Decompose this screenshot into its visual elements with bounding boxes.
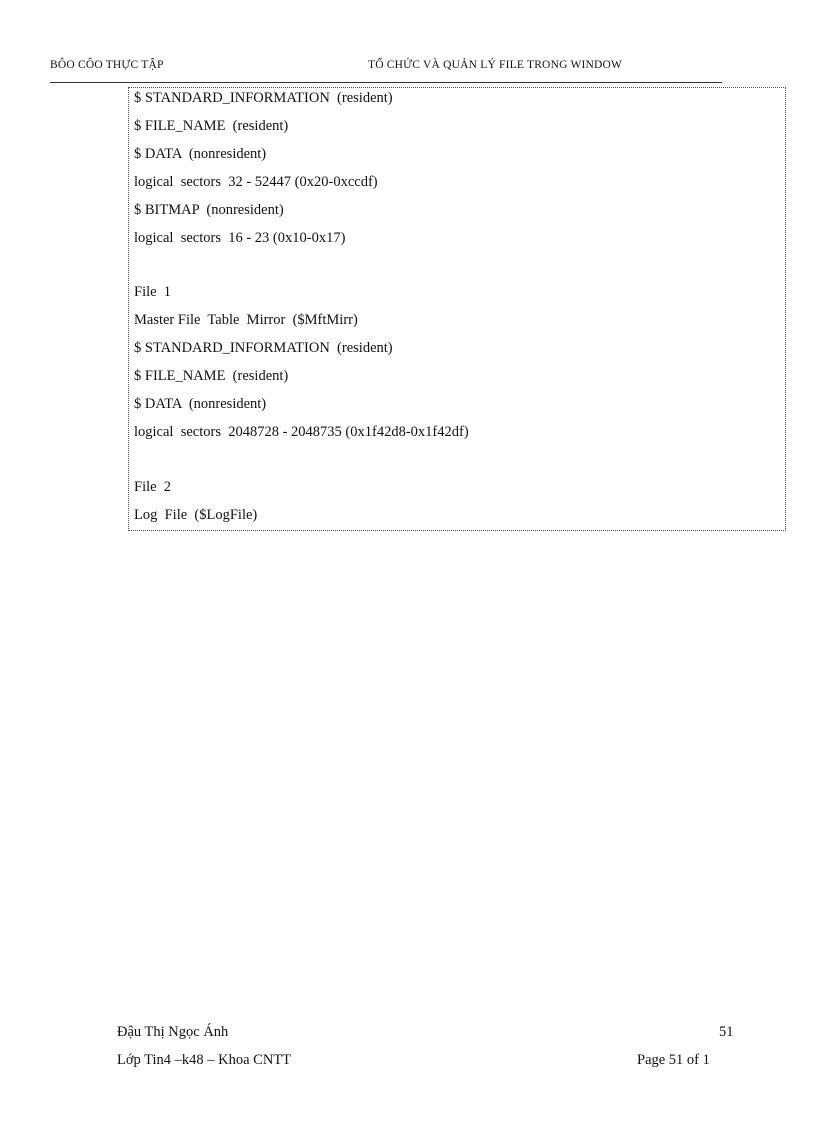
header-document-title: TỔ CHỨC VÀ QUẢN LÝ FILE TRONG WINDOW	[368, 59, 623, 71]
content-line: File 2	[134, 479, 172, 495]
content-line: logical sectors 16 - 23 (0x10-0x17)	[134, 230, 346, 246]
footer-author: Đậu Thị Ngọc Ánh	[117, 1024, 229, 1040]
content-line: File 1	[134, 284, 172, 300]
footer-class: Lớp Tin4 –k48 – Khoa CNTT	[117, 1052, 292, 1068]
content-line: Log File ($LogFile)	[134, 507, 258, 523]
content-line: $ STANDARD_INFORMATION (resident)	[134, 90, 393, 106]
content-line: $ BITMAP (nonresident)	[134, 202, 284, 218]
content-line: $ DATA (nonresident)	[134, 146, 267, 162]
content-line: $ FILE_NAME (resident)	[134, 368, 289, 384]
content-line: logical sectors 2048728 - 2048735 (0x1f42d8-0x1f42df)	[134, 424, 469, 440]
header-rule	[50, 82, 722, 83]
footer-page-of: Page 51 of 1	[637, 1052, 710, 1068]
header-report-title: BÔO CÔO THỰC TẬP	[50, 59, 164, 71]
footer-page-number: 51	[719, 1024, 734, 1040]
content-line: $ FILE_NAME (resident)	[134, 118, 289, 134]
content-line: Master File Table Mirror ($MftMirr)	[134, 312, 358, 328]
content-box	[128, 87, 786, 531]
content-line: $ DATA (nonresident)	[134, 396, 267, 412]
content-line: logical sectors 32 - 52447 (0x20-0xccdf)	[134, 174, 378, 190]
content-line: $ STANDARD_INFORMATION (resident)	[134, 340, 393, 356]
